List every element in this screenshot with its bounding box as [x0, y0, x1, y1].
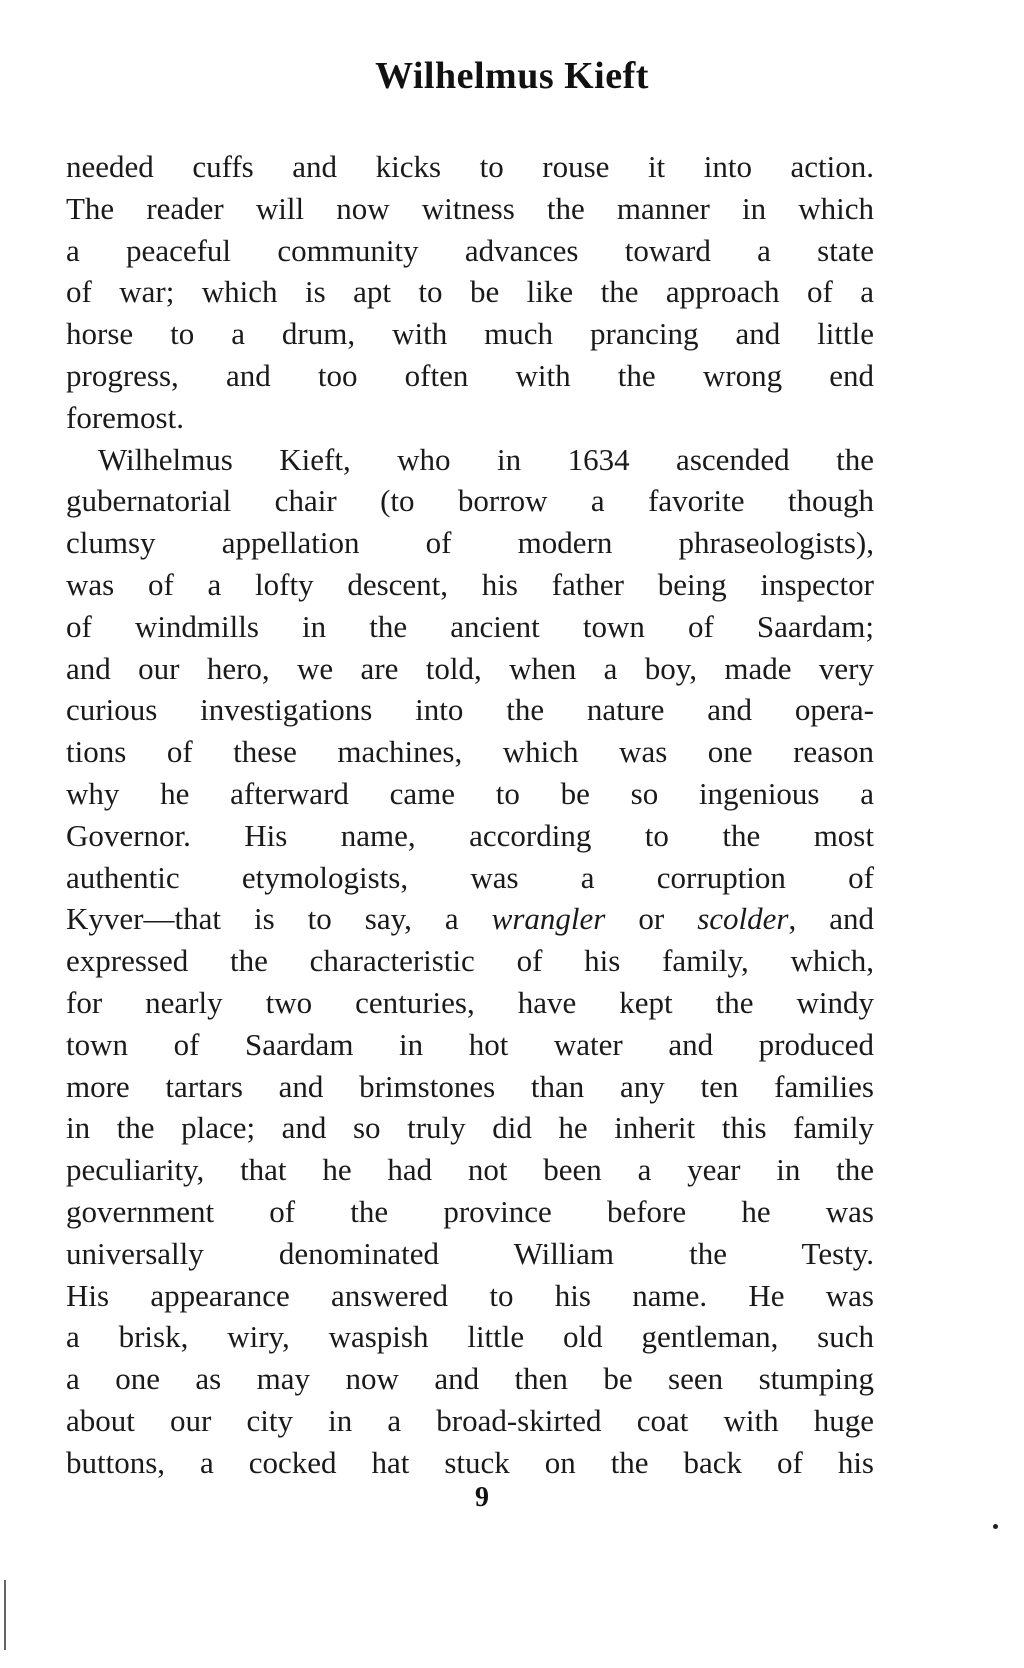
text-line: foremost. [66, 399, 184, 435]
italic-word-wrangler: wrangler [491, 901, 606, 937]
text-line: curious investigations into the nature and opera- [66, 692, 874, 728]
text-line: The reader will now witness the manner in which [66, 190, 874, 226]
text-line: a peaceful community advances toward a state [66, 232, 874, 268]
text-line: of war; which is apt to be like the approach of a [66, 274, 874, 310]
text-line: about our city in a broad-skirted coat with huge [66, 1402, 874, 1438]
scan-speck [993, 1524, 998, 1529]
scan-edge-mark [4, 1580, 6, 1650]
page-number: 9 [475, 1482, 489, 1513]
text-line: clumsy appellation of modern phraseologists), [66, 525, 874, 561]
text-line: universally denominated William the Testy. [66, 1235, 874, 1271]
text-line: tions of these machines, which was one reason [66, 734, 874, 770]
text-line: Governor. His name, according to the most [66, 817, 874, 853]
text-line: buttons, a cocked hat stuck on the back of his [66, 1444, 874, 1480]
line-segment: Kyver—that is to say, a [66, 901, 492, 937]
text-line: more tartars and brimstones than any ten families [66, 1068, 874, 1104]
text-line: was of a lofty descent, his father being inspector [66, 566, 874, 602]
text-line: authentic etymologists, was a corruption of [66, 859, 874, 895]
text-line: government of the province before he was [66, 1193, 874, 1229]
text-line: progress, and too often with the wrong end [66, 357, 874, 393]
text-line: why he afterward came to be so ingenious a [66, 775, 874, 811]
text-line: peculiarity, that he had not been a year in the [66, 1152, 874, 1188]
text-line: gubernatorial chair (to borrow a favorite though [66, 483, 874, 519]
text-line: horse to a drum, with much prancing and little [66, 316, 874, 352]
text-line: a one as may now and then be seen stumping [66, 1361, 874, 1397]
italic-word-scolder: scolder [697, 901, 789, 937]
text-line: a brisk, wiry, waspish little old gentleman, such [66, 1319, 874, 1355]
text-line: needed cuffs and kicks to rouse it into action. [66, 149, 874, 184]
text-line: for nearly two centuries, have kept the windy [66, 984, 874, 1020]
text-line-with-italics [66, 898, 874, 940]
line-segment: or [605, 901, 698, 937]
body-text [66, 146, 874, 1484]
text-line: His appearance answered to his name. He was [66, 1277, 874, 1313]
text-line: and our hero, we are told, when a boy, made very [66, 650, 874, 686]
text-line: town of Saardam in hot water and produced [66, 1026, 874, 1062]
paragraph-start-line: Wilhelmus Kieft, who in 1634 ascended the [98, 441, 874, 477]
text-line: expressed the characteristic of his family, which, [66, 943, 874, 979]
running-title: Wilhelmus Kieft [375, 55, 649, 97]
line-segment: , and [788, 901, 874, 937]
text-line: of windmills in the ancient town of Saardam; [66, 608, 874, 644]
text-line: in the place; and so truly did he inherit this family [66, 1110, 874, 1146]
